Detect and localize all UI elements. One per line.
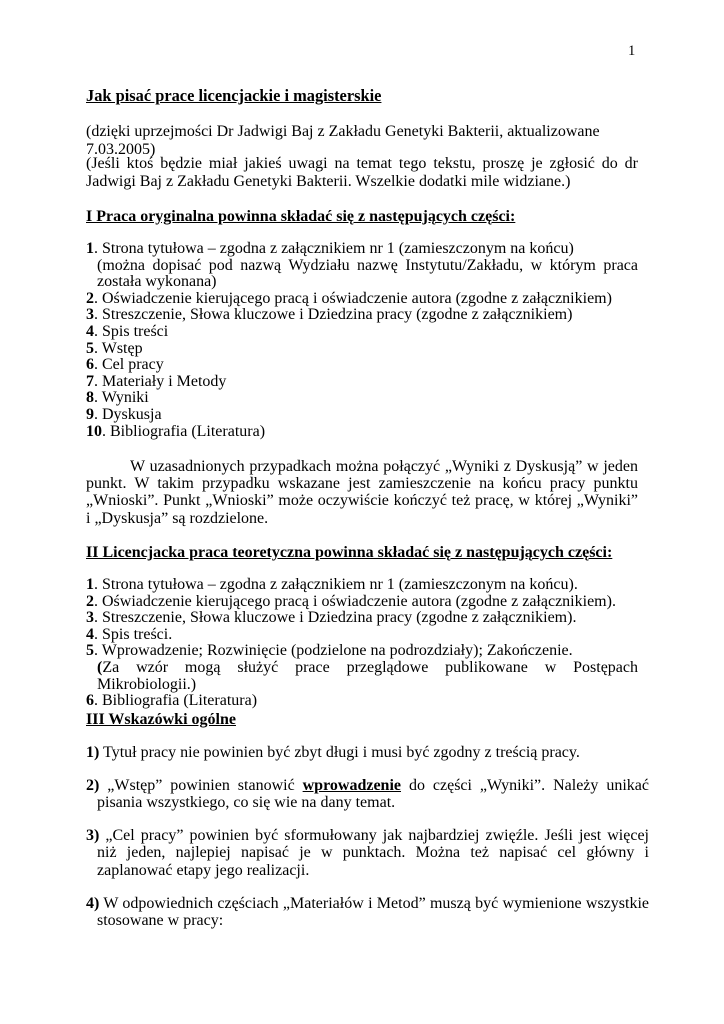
section-2-list	[86, 577, 638, 710]
guideline-3: 3) „Cel pracy” powinien być sformułowany jak najbardziej zwięźle. Jeśli jest więcej niż jeden, najlepiej napisać je w punktach. Można też napisać cel główny i zaplanować etapy jego realizacji.	[86, 827, 649, 879]
section-1-heading: I Praca oryginalna powinna składać się z następujących części:	[86, 208, 516, 225]
list-item-note: (Za wzór mogą służyć prace przeglądowe publikowane w Postępach Mikrobiologii.)	[97, 658, 638, 693]
section-1-paragraph: W uzasadnionych przypadkach można połączyć „Wyniki z Dyskusją” w jeden punkt. W takim przypadku wskazane jest zamieszczenie na końcu pracy punktu „Wnioski”. Punkt „Wnioski” może oczywiście kończyć też pracę, w której „Wyniki” i „Dyskusja” są rozdzielone.	[86, 458, 638, 527]
list-item: 10. Bibliografia (Literatura)	[86, 422, 266, 440]
document-title: Jak pisać prace licencjackie i magisterskie	[86, 86, 382, 105]
list-item: 5. Wstęp	[86, 339, 143, 357]
intro-feedback: (Jeśli ktoś będzie miał jakieś uwagi na temat tego tekstu, proszę je zgłosić do dr Jadwigi Baj z Zakładu Genetyki Bakterii. Wszelkie dodatki mile widziane.)	[86, 155, 638, 190]
list-item: 7. Materiały i Metody	[86, 372, 227, 390]
intro-acknowledgement: (dzięki uprzejmości Dr Jadwigi Baj z Zakładu Genetyki Bakterii, aktualizowane 7.03.2005)	[86, 123, 600, 158]
guideline-1: 1) Tytuł pracy nie powinien być zbyt długi i musi być zgodny z treścią pracy.	[86, 744, 580, 761]
page-number: 1	[628, 43, 636, 59]
section-1-list	[86, 241, 638, 440]
list-item: 3. Streszczenie, Słowa kluczowe i Dziedzina pracy (zgodne z załącznikiem).	[86, 609, 577, 627]
list-item: 9. Dyskusja	[86, 405, 162, 423]
list-item: 2. Oświadczenie kierującego pracą i oświadczenie autora (zgodne z załącznikiem)	[86, 289, 612, 307]
list-item: 4. Spis treści.	[86, 625, 173, 643]
section-2-heading: II Licencjacka praca teoretyczna powinna składać się z następujących części:	[86, 544, 613, 561]
list-item: 6. Bibliografia (Literatura)	[86, 692, 258, 710]
guideline-4: 4) W odpowiednich częściach „Materiałów i Metod” muszą być wymienione wszystkie stosowane w pracy:	[86, 895, 649, 930]
list-item: 3. Streszczenie, Słowa kluczowe i Dziedzina pracy (zgodne z załącznikiem)	[86, 306, 573, 324]
guideline-2: 2) „Wstęp” powinien stanowić wprowadzenie do części „Wyniki”. Należy unikać pisania wszystkiego, co się wie na dany temat.	[86, 777, 650, 812]
list-item: 6. Cel pracy	[86, 356, 164, 374]
list-item: 2. Oświadczenie kierującego pracą i oświadczenie autora (zgodne z załącznikiem).	[86, 592, 616, 610]
list-item: 1. Strona tytułowa – zgodna z załącznikiem nr 1 (zamieszczonym na końcu)	[86, 240, 574, 257]
list-item-note: (można dopisać pod nazwą Wydziału nazwę Instytutu/Zakładu, w którym praca została wykonana)	[97, 256, 638, 291]
section-3-heading: III Wskazówki ogólne	[86, 711, 236, 728]
list-item: 5. Wprowadzenie; Rozwinięcie (podzielone na podrozdziały); Zakończenie.	[86, 642, 573, 660]
list-item: 8. Wyniki	[86, 389, 149, 407]
list-item: 1. Strona tytułowa – zgodna z załącznikiem nr 1 (zamieszczonym na końcu).	[86, 576, 578, 593]
list-item: 4. Spis treści	[86, 322, 169, 340]
